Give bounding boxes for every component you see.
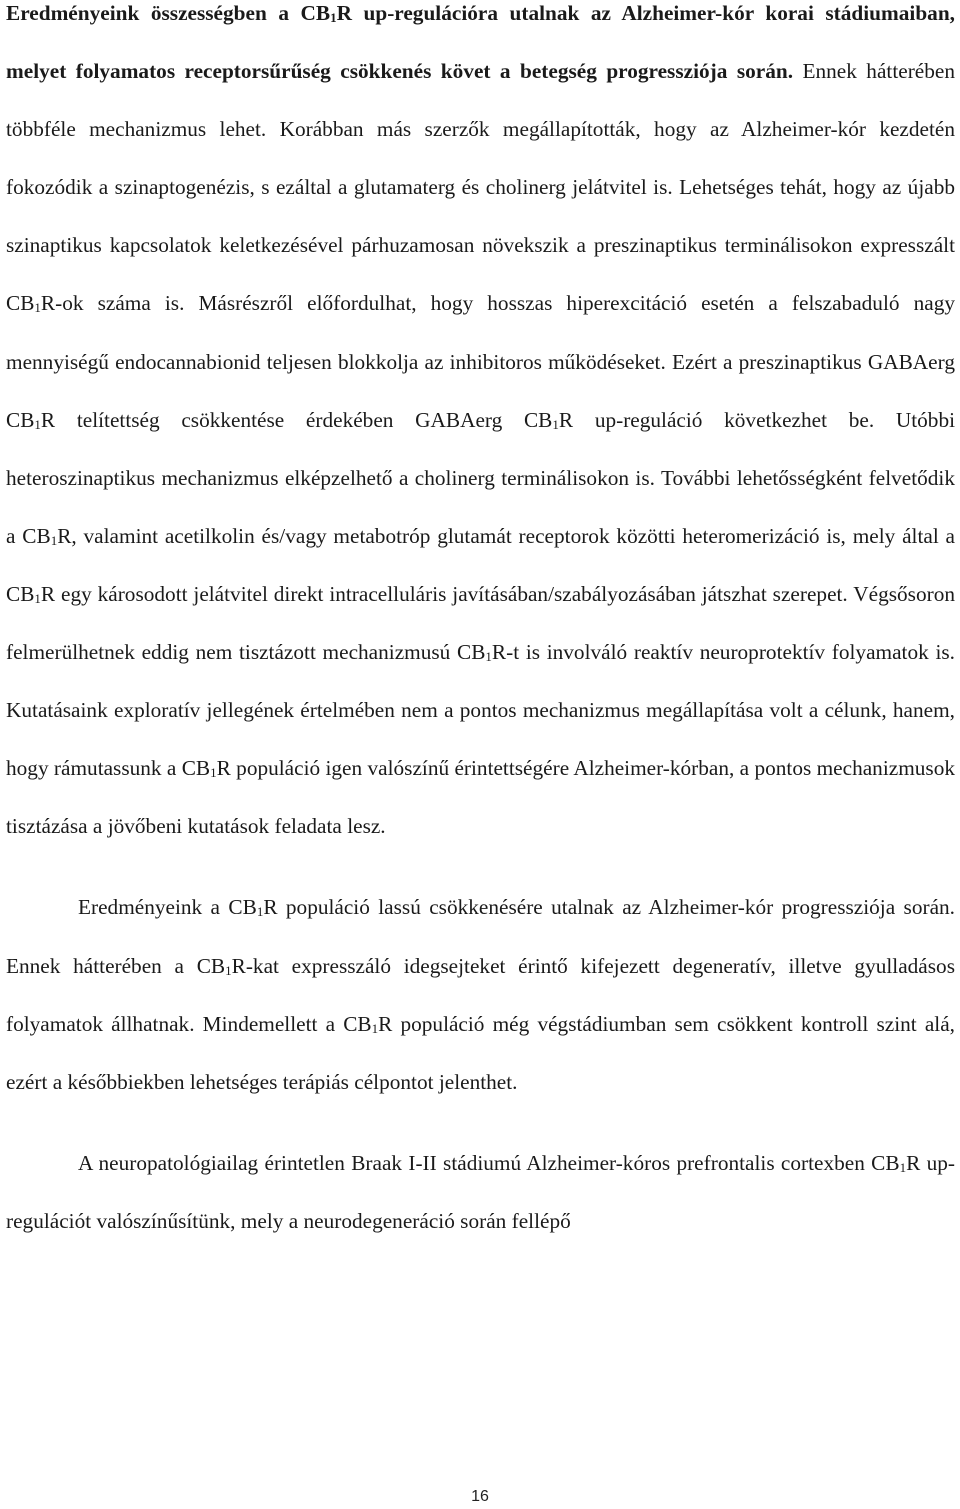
text-run: R populáció lassú csökkenésére utalnak az Alzheimer-kór progressziója során. Ennek hátterében a CB [6, 895, 955, 978]
subscript-text: 1 [210, 765, 217, 781]
text-run: R-ok száma is. Másrészről előfordulhat, hogy hosszas hiperexcitáció esetén a felszabaduló nagy mennyiségű endocannabionid teljesen blokkolja az inhibitoros működéseket. Ezért a preszinaptikus GABAerg CB [6, 291, 955, 432]
text-run: A neuropatológiailag érintetlen Braak I-II stádiumú Alzheimer-kóros prefrontalis cortexben CB [78, 1150, 900, 1175]
subscript-text: 1 [34, 590, 41, 606]
subscript-text: 1 [899, 1159, 907, 1175]
subscript-text: 1 [552, 416, 559, 432]
text-run: R populáció még végstádiumban sem csökkent kontroll szint alá, ezért a későbbiekben lehetséges terápiás célpontot jelenthet. [6, 1011, 955, 1094]
text-run: R up-regulációt valószínűsítünk, mely a neurodegeneráció során fellépő [6, 1150, 955, 1233]
text-run: R telítettség csökkentése érdekében GABAerg CB [40, 407, 553, 432]
bold-text-run: R up-regulációra utalnak az Alzheimer-kór korai stádiumaiban, melyet folyamatos receptorsűrűség csökkenés követ a betegség progressziója során. [6, 1, 955, 84]
subscript-text: 1 [50, 532, 58, 548]
paragraph-2 [6, 878, 955, 1110]
subscript-text: 1 [485, 649, 492, 665]
bold-text-run: Eredményeink összességben a CB [6, 1, 331, 25]
text-run: R populáció igen valószínű érintettségére Alzheimer-kórban, a pontos mechanizmusok tisztázása a jövőbeni kutatások feladata lesz. [6, 756, 955, 839]
text-run: R-t is involváló reaktív neuroprotektív folyamatok is. Kutatásaink exploratív jellegének értelmében nem a pontos mechanizmus megállapítása volt a célunk, hanem, hogy rámutassunk a CB [6, 640, 955, 781]
text-run: Eredményeink a CB [78, 895, 257, 920]
subscript-text: 1 [330, 10, 337, 25]
document-page [6, 0, 955, 1250]
paragraph-3 [6, 1134, 955, 1250]
subscript-text: 1 [256, 904, 264, 920]
text-run: R up-reguláció következhet be. Utóbbi heteroszinaptikus mechanizmus elképzelhető a cholinerg terminálisokon is. További lehetősségként felvetődik a CB [6, 407, 956, 548]
subscript-text: 1 [34, 300, 41, 316]
subscript-text: 1 [371, 1020, 379, 1036]
subscript-text: 1 [34, 416, 41, 432]
text-run: R egy károsodott jelátvitel direkt intracelluláris javításában/szabályozásában játszhat szerepet. Végsősoron felmerülhetnek eddig nem tisztázott mechanizmusú CB [6, 581, 955, 665]
paragraph-1 [6, 0, 955, 855]
text-run: R, valamint acetilkolin és/vagy metabotróp glutamát receptorok közötti heteromerizáció is, mely által a CB [6, 523, 956, 606]
text-run: Ennek hátterében többféle mechanizmus lehet. Korábban más szerzők megállapították, hogy az Alzheimer-kór kezdetén fokozódik a szinaptogenézis, s ezáltal a glutamaterg és cholinerg jelátvitel is. Lehetséges tehát, hogy az újabb szinaptikus kapcsolatok keletkezésével párhuzamosan növekszik a preszinaptikus terminálisokon expresszált CB [6, 59, 955, 316]
page-number: 16 [471, 1488, 489, 1505]
subscript-text: 1 [225, 962, 232, 978]
text-run: R-kat expresszáló idegsejteket érintő kifejezett degeneratív, illetve gyulladásos folyamatok állhatnak. Mindemellett a CB [6, 953, 955, 1036]
